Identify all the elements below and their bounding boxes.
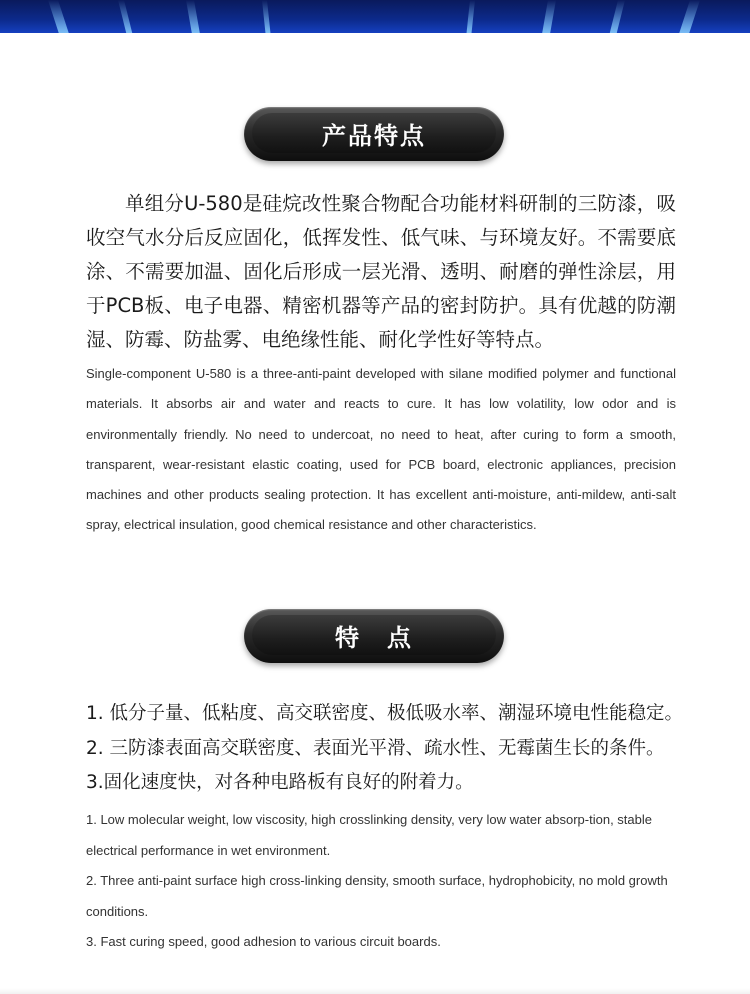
banner-ray xyxy=(262,0,270,33)
banner-ray xyxy=(679,0,700,33)
features-header xyxy=(244,609,504,663)
features-list-en xyxy=(86,805,678,958)
feature-item-en: 2. Three anti-paint surface high cross-linking density, smooth surface, hydrophobicity, no mold growth conditions. xyxy=(86,873,668,919)
feature-item-cn: 3.固化速度快，对各种电路板有良好的附着力。 xyxy=(86,772,474,793)
product-description-cn: 单组分U-580是硅烷改性聚合物配合功能材料研制的三防漆，吸收空气水分后反应固化，低挥发性、低气味、与环境友好。不需要底涂、不需要加温、固化后形成一层光滑、透明、耐磨的弹性涂层，用于PCB板、电子电器、精密机器等产品的密封防护。具有优越的防潮湿、防霉、防盐雾、电绝缘性能、耐化学性好等特点。 xyxy=(86,192,676,351)
banner-ray xyxy=(542,0,556,33)
section-title: 特 点 xyxy=(335,623,413,652)
pill-inner xyxy=(252,615,496,655)
feature-item-cn: 1. 低分子量、低粘度、高交联密度、极低吸水率、潮湿环境电性能稳定。 xyxy=(86,703,684,724)
section-title: 产品特点 xyxy=(322,121,426,150)
bottom-divider xyxy=(0,988,750,994)
top-banner xyxy=(0,0,750,33)
product-description-en: Single-component U-580 is a three-anti-paint developed with silane modified polymer and functional materials. It absorbs air and water and reacts to cure. It has low volatility, low odor and is environmentally friendly. No need to undercoat, no need to heat, after curing to form a smooth, transparent, wear-resistant elastic coating, used for PCB board, electronic appliances, precision machines and other products sealing protection. It has excellent anti-moisture, anti-mildew, anti-salt spray, electrical insulation, good chemical resistance and other characteristics. xyxy=(86,366,676,533)
banner-ray xyxy=(48,0,69,33)
feature-item-cn: 2. 三防漆表面高交联密度、表面光平滑、疏水性、无霉菌生长的条件。 xyxy=(86,737,665,759)
product-features-header xyxy=(244,107,504,161)
banner-ray xyxy=(467,0,475,33)
pill-inner xyxy=(252,113,496,153)
feature-item-en: 1. Low molecular weight, low viscosity, high crosslinking density, very low water absorp-tion, stable electrical performance in wet environment. xyxy=(86,812,652,858)
banner-ray xyxy=(186,0,200,33)
banner-ray xyxy=(610,0,625,33)
features-list-cn xyxy=(86,697,706,801)
feature-item-en: 3. Fast curing speed, good adhesion to various circuit boards. xyxy=(86,934,441,949)
banner-ray xyxy=(118,0,132,33)
